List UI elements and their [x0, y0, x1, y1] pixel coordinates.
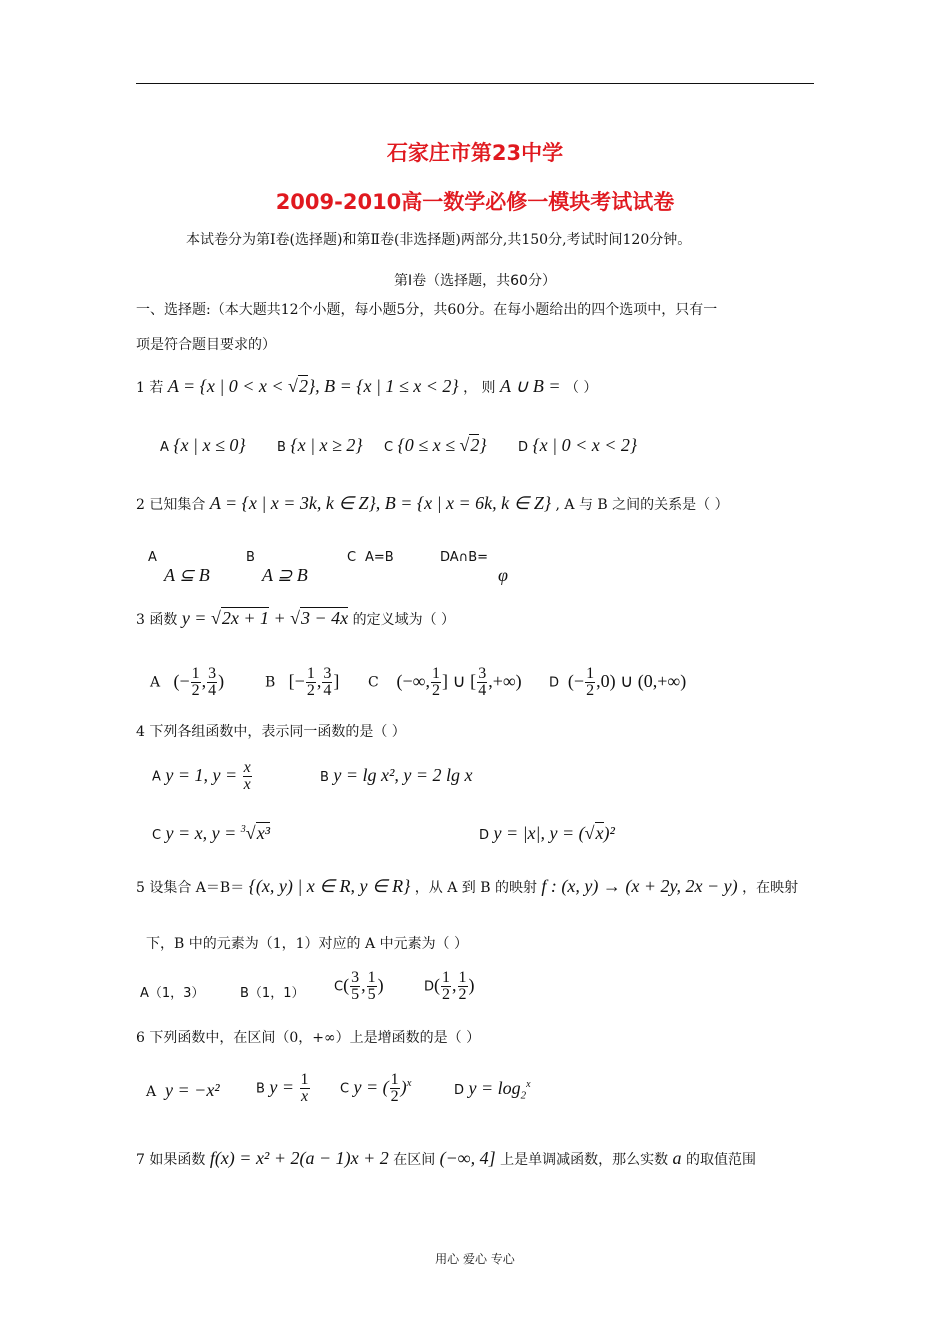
- q5-line2: 下，B 中的元素为（1，1）对应的 A 中元素为（ ）: [146, 936, 469, 952]
- q6-option-c: C y = ( $\frac{1}{2}$ )$^x$: [340, 1071, 412, 1105]
- q5-option-c: C( $\frac{3}{5}$ , $\frac{1}{5}$ ): [334, 969, 384, 1003]
- q3-option-c: C (−∞, $\frac{1}{2}$ ] ∪ [ $\frac{3}{4}$ ,+∞): [368, 665, 522, 699]
- q3-function: y = √2x + 1 + √3 − 4x: [181, 608, 349, 628]
- q7-var-a: a: [672, 1148, 682, 1168]
- q6-option-b: B y = $\frac{1}{x}$: [256, 1071, 309, 1105]
- q6-option-a: A y = −x²: [146, 1080, 220, 1100]
- q4-option-a: A y = 1, y = $\frac{x}{x}$: [152, 759, 251, 793]
- q5-mid: ，从 A 到 B 的映射: [414, 880, 537, 896]
- instructions-line2: 项是符合题目要求的）: [136, 337, 276, 353]
- q7-end: 的取值范围: [686, 1152, 756, 1168]
- q1-option-a: A {x | x ≤ 0}: [160, 435, 246, 455]
- question-2: [136, 493, 729, 514]
- q5-stem: 5 设集合 A＝B＝: [136, 880, 245, 896]
- question-7: [136, 1148, 756, 1169]
- q5-tail: ，在映射: [742, 880, 799, 896]
- part1-heading: 第Ⅰ卷（选择题，共60分）: [394, 273, 556, 289]
- q7-function: f(x) = x² + 2(a − 1)x + 2: [209, 1148, 389, 1168]
- question-5: [136, 876, 798, 897]
- q1-blank: （ ）: [564, 380, 598, 396]
- q4-option-d: D y = |x|, y = (√x)²: [479, 823, 615, 843]
- q3-option-a: A (− $\frac{1}{2}$ , $\frac{3}{4}$ ): [150, 665, 225, 699]
- school-title: 石家庄市第23中学: [386, 141, 564, 165]
- exam-title: 2009-2010高一数学必修一模块考试试卷: [275, 190, 675, 214]
- q7-tail: 上是单调减函数，那么实数: [500, 1152, 669, 1168]
- q1-option-d: D {x | 0 < x < 2}: [518, 435, 638, 455]
- q2-tail: , A 与 B 之间的关系是（ ）: [555, 497, 729, 513]
- q2-option-c: C A=B: [347, 550, 394, 565]
- q1-then: 则: [481, 380, 496, 396]
- q2-option-b: B A ⊇ B: [246, 550, 308, 585]
- q2-option-d: DA∩B= φ: [440, 550, 508, 585]
- exam-intro: 本试卷分为第Ⅰ卷(选择题)和第Ⅱ卷(非选择题)两部分,共150分,考试时间120分钟。: [186, 232, 692, 248]
- q3-stem: 3 函数: [136, 612, 178, 628]
- q7-interval: (−∞, 4]: [439, 1148, 496, 1168]
- q5-set: {(x, y) | x ∈ R, y ∈ R}: [248, 876, 411, 896]
- question-6: 6 下列函数中，在区间（0，+∞）上是增函数的是（ ）: [136, 1030, 481, 1046]
- q3-tail: 的定义域为（ ）: [352, 612, 456, 628]
- q3-option-d: D (− $\frac{1}{2}$ ,0) ∪ (0,+∞): [549, 665, 687, 699]
- header-rule: [136, 83, 814, 84]
- q2-option-a: A A ⊆ B: [148, 550, 210, 585]
- page-footer: 用心 爱心 专心: [435, 1252, 515, 1266]
- q6-option-d: D $y = \log_2^x$: [454, 1078, 531, 1102]
- q1-option-b: B {x | x ≥ 2}: [277, 435, 363, 455]
- q3-option-b: B [− $\frac{1}{2}$ , $\frac{3}{4}$ ]: [265, 665, 340, 699]
- q2-sets: A = {x | x = 3k, k ∈ Z}, B = {x | x = 6k, k ∈ Z}: [209, 493, 552, 513]
- q4-option-b: B y = lg x², y = 2 lg x: [320, 765, 473, 785]
- q1-stem: 1 若: [136, 380, 164, 396]
- q5-mapping: f : (x, y) → (x + 2y, 2x − y): [541, 876, 738, 896]
- question-1: 1 若 A = {x | 0 < x < √2}, B = {x | 1 ≤ x < 2} ， 则 A ∪ B = （ ）: [136, 376, 598, 396]
- question-4: 4 下列各组函数中，表示同一函数的是（ ）: [136, 724, 406, 740]
- instructions-line1: 一、选择题:（本大题共12个小题，每小题5分，共60分。在每小题给出的四个选项中，只有一: [136, 302, 718, 318]
- question-3: [136, 608, 455, 629]
- q7-stem: 7 如果函数: [136, 1152, 206, 1168]
- q5-option-b: B（1，1）: [240, 986, 305, 1001]
- q1-option-c: C {0 ≤ x ≤ √2}: [384, 435, 487, 455]
- q7-mid: 在区间: [393, 1152, 436, 1168]
- q1-union: A ∪ B =: [500, 376, 561, 396]
- q5-option-d: D( $\frac{1}{2}$ , $\frac{1}{2}$ ): [424, 969, 475, 1003]
- q4-option-c: C y = x, y = $^3$√x³: [152, 823, 271, 843]
- q2-stem: 2 已知集合: [136, 497, 206, 513]
- q5-option-a: A（1，3）: [140, 986, 205, 1001]
- q1-set-a: A = {x | 0 < x < √2}, B = {x | 1 ≤ x < 2}: [167, 376, 459, 396]
